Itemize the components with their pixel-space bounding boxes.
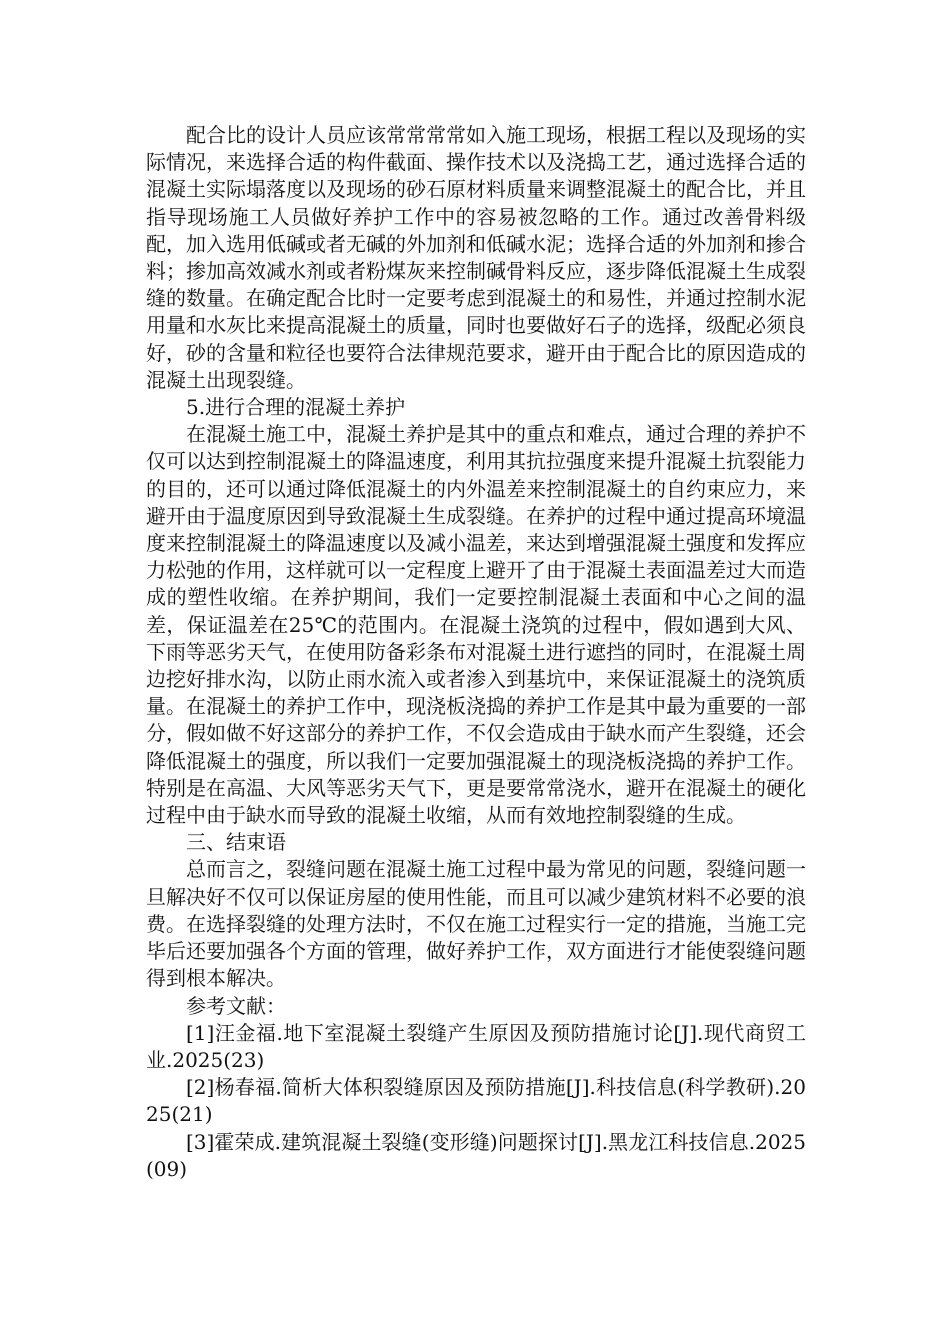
conclusion-heading: 三、结束语 bbox=[186, 830, 286, 855]
reference-item: [3]霍荣成.建筑混凝土裂缝(变形缝)问题探讨[J].黑龙江科技信息.2025(09) bbox=[146, 1129, 806, 1181]
mix-design-paragraph: 配合比的设计人员应该常常常常如入施工现场，根据工程以及现场的实际情况，来选择合适的构件截面、操作技术以及浇捣工艺，通过选择合适的混凝土实际塌落度以及现场的砂石原材料质量来调整混凝土的配合比，并且指导现场施工人员做好养护工作中的容易被忽略的工作。通过改善骨料级配，加入选用低碱或者无碱的外加剂和低碱水泥；选择合适的外加剂和掺合料；掺加高效减水剂或者粉煤灰来控制碱骨料反应，逐步降低混凝土生成裂缝的数量。在确定配合比时一定要考虑到混凝土的和易性，并通过控制水泥用量和水灰比来提高混凝土的质量，同时也要做好石子的选择，级配必须良好，砂的含量和粒径也要符合法律规范要求，避开由于配合比的原因造成的混凝土出现裂缝。 bbox=[146, 123, 806, 392]
references-title: 参考文献： bbox=[186, 993, 286, 1018]
curing-paragraph: 在混凝土施工中，混凝土养护是其中的重点和难点，通过合理的养护不仅可以达到控制混凝土的降温速度，利用其抗拉强度来提升混凝土抗裂能力的目的，还可以通过降低混凝土的内外温差来控制混凝土的自约束应力，来避开由于温度原因到导致混凝土生成裂缝。在养护的过程中通过提高环境温度来控制混凝土的降温速度以及减小温差，来达到增强混凝土强度和发挥应力松弛的作用，这样就可以一定程度上避开了由于混凝土表面温差过大而造成的塑性收缩。在养护期间，我们一定要控制混凝土表面和中心之间的温差，保证温差在25℃的范围内。在混凝土浇筑的过程中，假如遇到大风、下雨等恶劣天气，在使用防备彩条布对混凝土进行遮挡的同时，在混凝土周边挖好排水沟，以防止雨水流入或者渗入到基坑中，来保证混凝土的浇筑质量。在混凝土的养护工作中，现浇板浇捣的养护工作是其中最为重要的一部分，假如做不好这部分的养护工作，不仅会造成由于缺水而产生裂缝，还会降低混凝土的强度，所以我们一定要加强混凝土的现浇板浇捣的养护工作。特别是在高温、大风等恶劣天气下，更是要常常浇水，避开在混凝土的硬化过程中由于缺水而导致的混凝土收缩，从而有效地控制裂缝的生成。 bbox=[146, 422, 806, 828]
curing-section-heading: 5.进行合理的混凝土养护 bbox=[186, 395, 406, 420]
reference-item: [2]杨春福.简析大体积裂缝原因及预防措施[J].科技信息(科学教研).2025(21) bbox=[146, 1075, 806, 1127]
document-body bbox=[146, 122, 806, 1183]
conclusion-paragraph: 总而言之，裂缝问题在混凝土施工过程中最为常见的问题，裂缝问题一旦解决好不仅可以保证房屋的使用性能，而且可以减少建筑材料不必要的浪费。在选择裂缝的处理方法时，不仅在施工过程实行一定的措施，当施工完毕后还要加强各个方面的管理，做好养护工作，双方面进行才能使裂缝问题得到根本解决。 bbox=[146, 857, 806, 991]
reference-item: [1]汪金福.地下室混凝土裂缝产生原因及预防措施讨论[J].现代商贸工业.2025(23) bbox=[146, 1020, 806, 1072]
